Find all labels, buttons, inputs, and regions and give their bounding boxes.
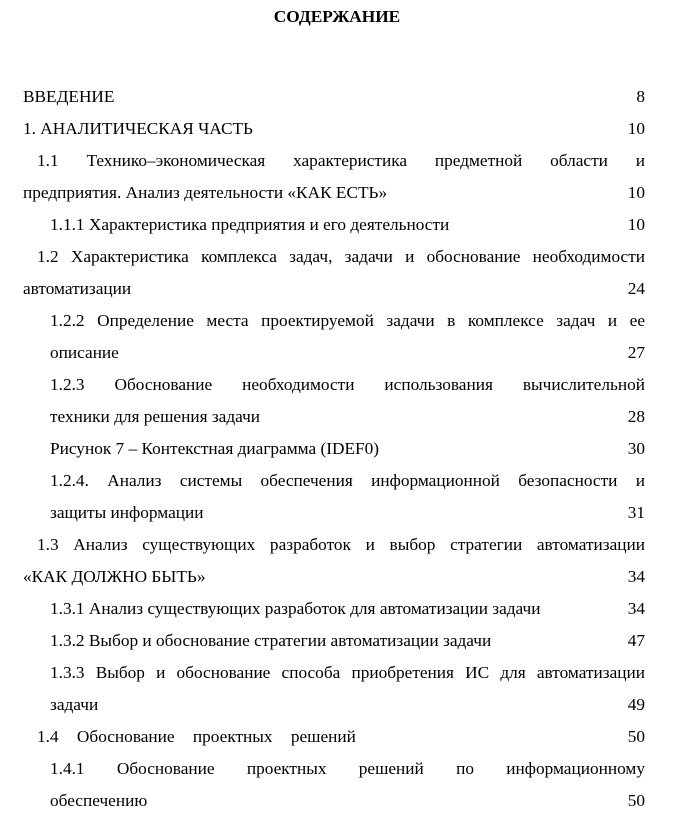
toc-entry[interactable] [50, 593, 645, 625]
toc-entry[interactable] [50, 305, 645, 369]
toc-page-number: 10 [627, 183, 645, 202]
table-of-contents [0, 81, 674, 817]
toc-entry-title: 1.3.1 Анализ существующих разработок для автоматизации задачи [50, 599, 541, 618]
toc-entry[interactable] [23, 241, 645, 305]
toc-entry-title: 1. АНАЛИТИЧЕСКАЯ ЧАСТЬ [23, 119, 253, 138]
toc-page-number: 50 [627, 727, 645, 746]
toc-entry[interactable] [23, 145, 645, 209]
toc-page-number: 8 [636, 87, 645, 106]
toc-page-number: 10 [627, 215, 645, 234]
toc-page-number: 28 [627, 407, 645, 426]
toc-page-number: 30 [627, 439, 645, 458]
toc-entry-title: ВВЕДЕНИЕ [23, 87, 115, 106]
toc-entry[interactable] [37, 721, 645, 753]
toc-page-number: 47 [627, 631, 645, 650]
toc-entry[interactable] [23, 113, 645, 145]
toc-entry-title-cont: «КАК ДОЛЖНО БЫТЬ» [23, 567, 206, 586]
toc-entry[interactable] [50, 209, 645, 241]
toc-entry[interactable] [50, 465, 645, 529]
toc-entry-title-cont: предприятия. Анализ деятельности «КАК ЕСТЬ» [23, 183, 388, 202]
toc-entry-title: 1.2.3 Обоснование необходимости использования вычислительной [50, 375, 645, 394]
toc-entry-title: 1.4 Обоснование проектных решений [37, 727, 356, 746]
toc-entry-title: 1.4.1 Обоснование проектных решений по информационному [50, 759, 645, 778]
page-title: СОДЕРЖАНИЕ [273, 7, 401, 26]
toc-entry-title-cont: защиты информации [50, 503, 204, 522]
toc-entry[interactable] [50, 369, 645, 433]
toc-entry[interactable] [23, 529, 645, 593]
toc-entry-title: Рисунок 7 – Контекстная диаграмма (IDEF0) [50, 439, 380, 458]
toc-entry[interactable] [50, 433, 645, 465]
toc-entry[interactable] [23, 81, 645, 113]
toc-entry-title: 1.1 Технико–экономическая характеристика предметной области и [37, 151, 645, 170]
toc-entry[interactable] [50, 625, 645, 657]
toc-entry-title: 1.2.2 Определение места проектируемой задачи в комплексе задач и ее [50, 311, 645, 330]
toc-entry-title-cont: обеспечению [50, 791, 148, 810]
toc-page-number: 31 [627, 503, 645, 522]
toc-entry-title: 1.3.2 Выбор и обоснование стратегии автоматизации задачи [50, 631, 492, 650]
toc-entry-title: 1.3 Анализ существующих разработок и выбор стратегии автоматизации [37, 535, 645, 554]
toc-page-number: 34 [627, 567, 645, 586]
toc-entry[interactable] [50, 657, 645, 721]
toc-page-number: 50 [627, 791, 645, 810]
toc-page-number: 10 [627, 119, 645, 138]
toc-entry-title: 1.2.4. Анализ системы обеспечения информационной безопасности и [50, 471, 645, 490]
toc-entry-title: 1.3.3 Выбор и обоснование способа приобретения ИС для автоматизации [50, 663, 645, 682]
toc-entry-title-cont: описание [50, 343, 119, 362]
toc-entry[interactable] [50, 753, 645, 817]
toc-entry-title-cont: техники для решения задачи [50, 407, 261, 426]
toc-entry-title-cont: задачи [50, 695, 99, 714]
toc-page-number: 49 [627, 695, 645, 714]
toc-entry-title-cont: автоматизации [23, 279, 132, 298]
toc-entry-title: 1.2 Характеристика комплекса задач, задачи и обоснование необходимости [37, 247, 645, 266]
toc-page-number: 24 [627, 279, 645, 298]
toc-entry-title: 1.1.1 Характеристика предприятия и его деятельности [50, 215, 450, 234]
toc-page-number: 34 [627, 599, 645, 618]
toc-page-number: 27 [627, 343, 645, 362]
